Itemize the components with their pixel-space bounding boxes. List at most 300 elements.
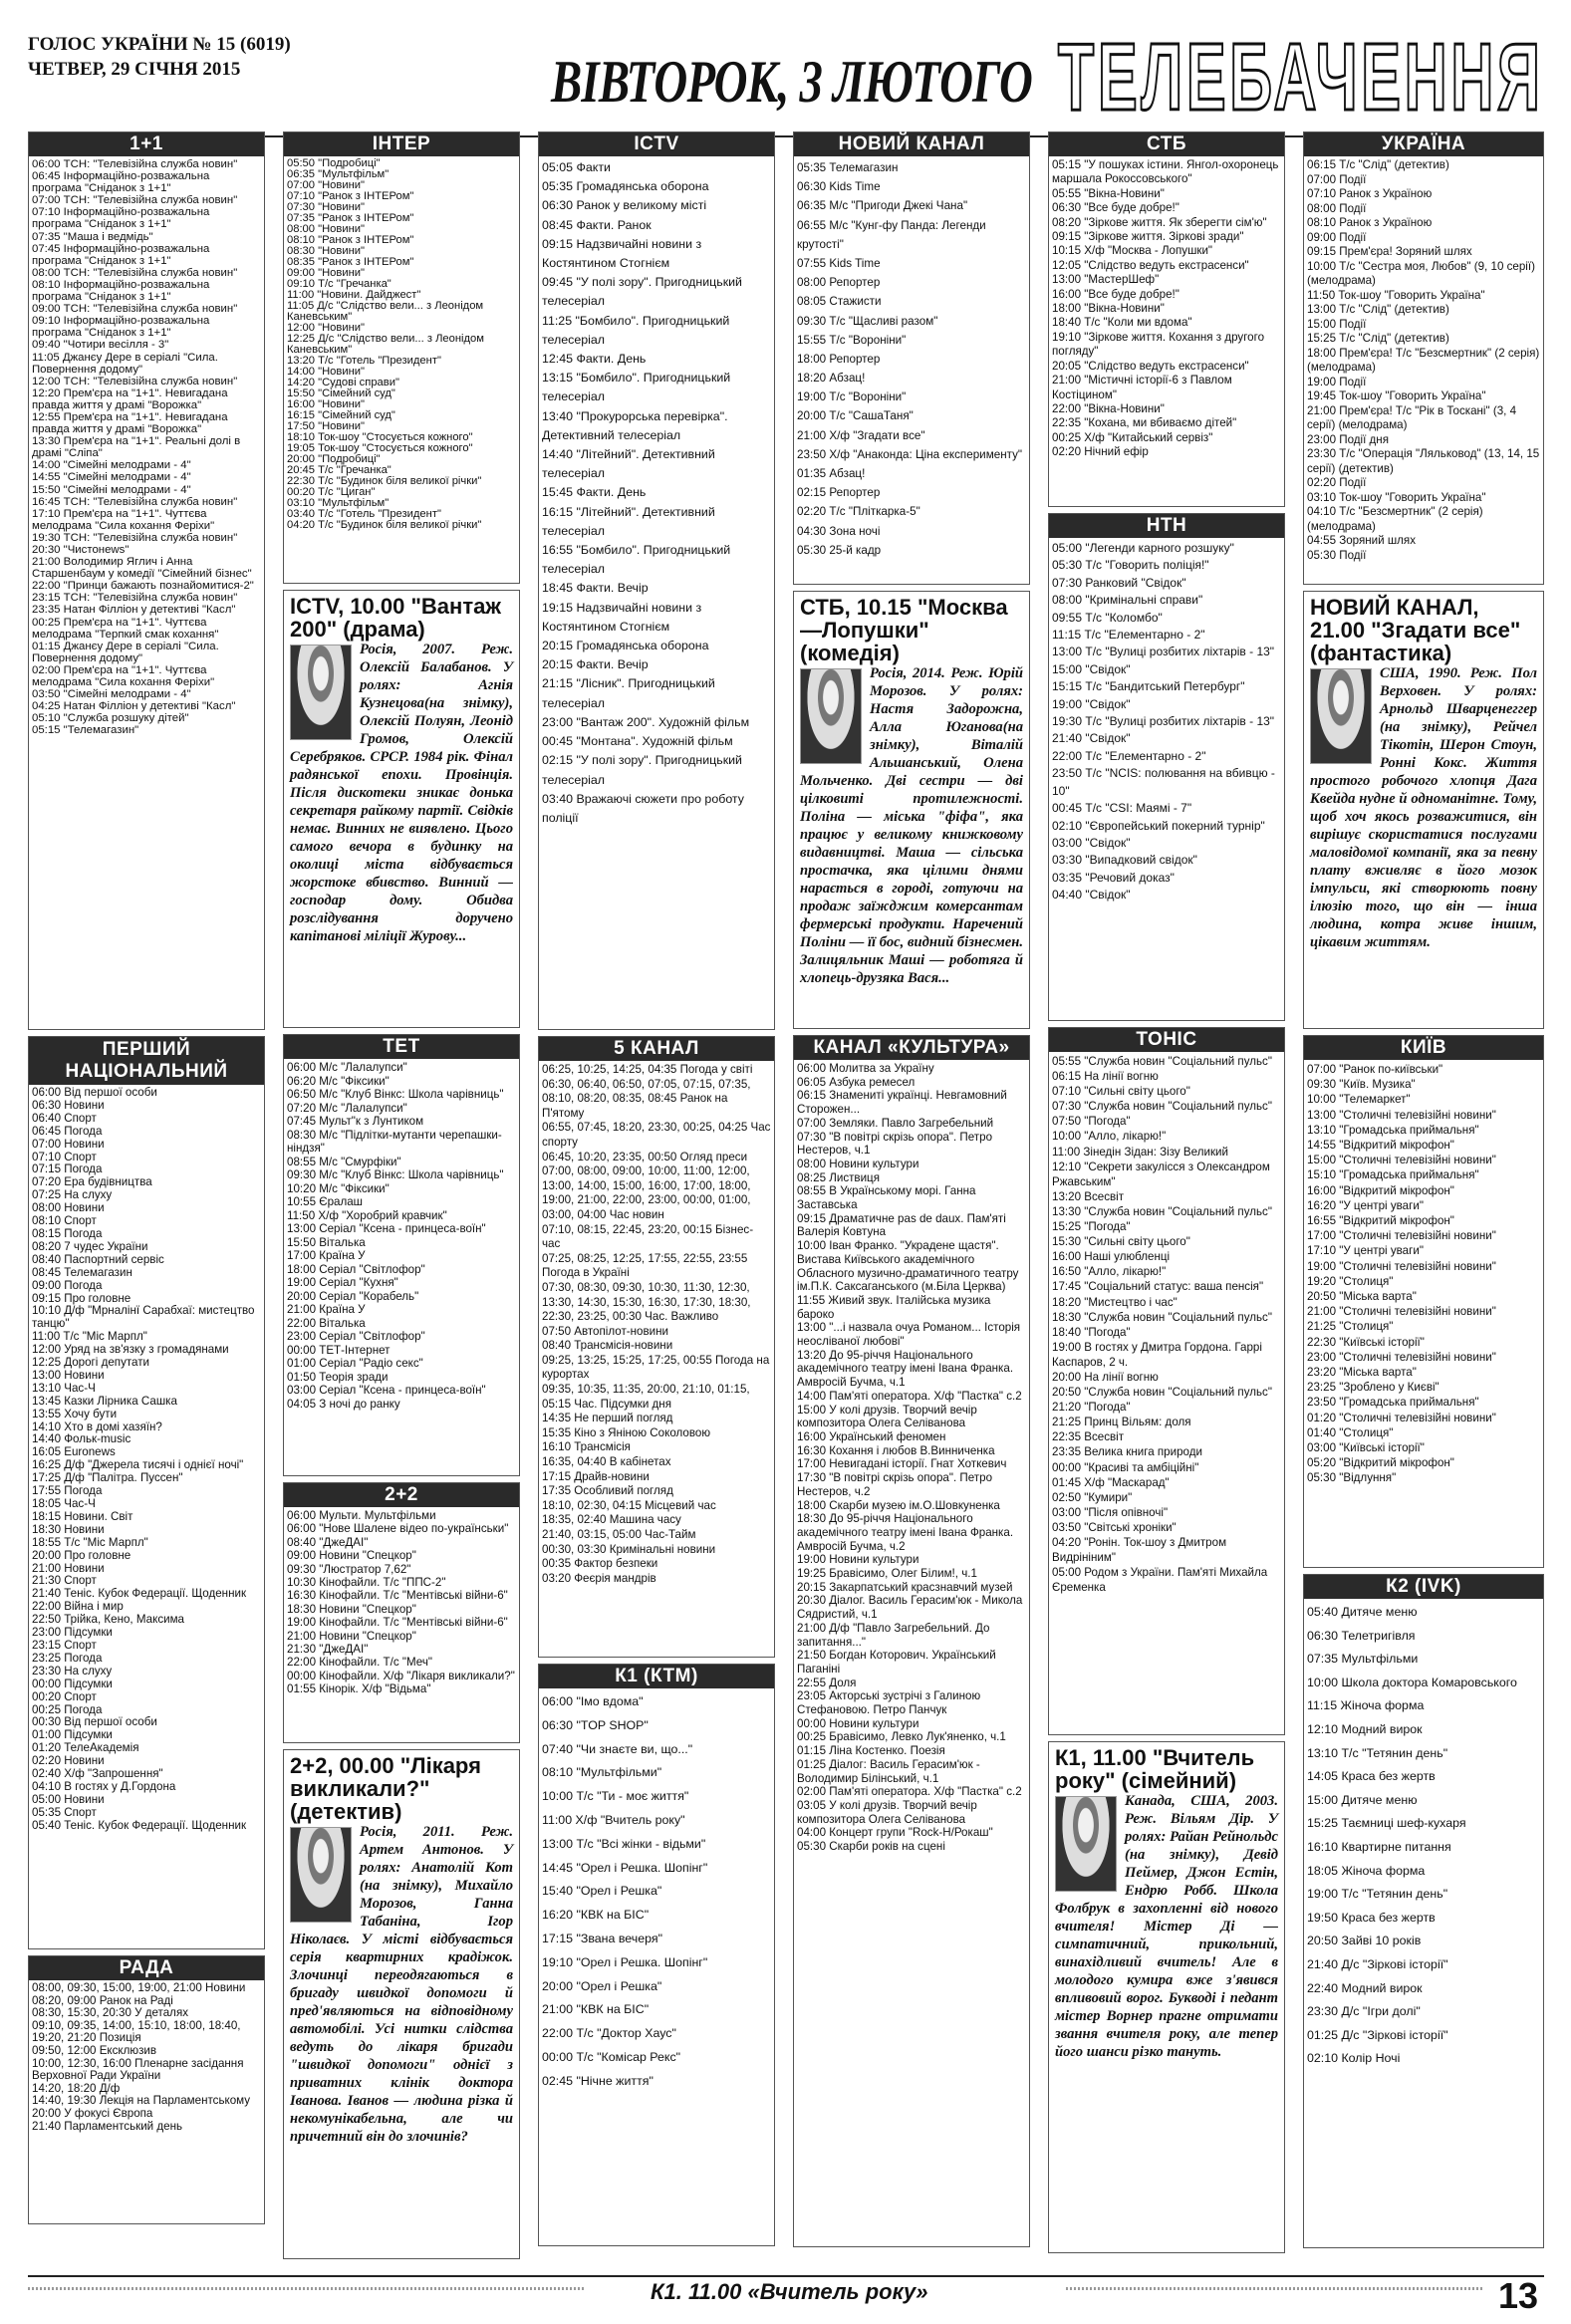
promo-title: СТБ, 10.15 "Москва—Лопушки" (комедія): [800, 595, 1008, 665]
actor-photo: [1055, 1796, 1117, 1892]
schedule-item: 06:30 "Все буде добре!": [1052, 201, 1179, 215]
schedule-item: 10:00, 12:30, 16:00 Пленарне засідання Верховної Ради України: [32, 2056, 244, 2083]
schedule-item: 12:25 Дорогі депутати: [32, 1356, 150, 1370]
schedule-item: 08:45 Факти. Ранок: [542, 217, 652, 232]
schedule-item: 21:40, 03:15, 05:00 Час-Тайм: [542, 1528, 696, 1541]
schedule-item: 08:10 "Мультфільми": [542, 1765, 662, 1780]
schedule-item: 19:05 Ток-шоу "Стосується кожного": [287, 442, 473, 454]
schedule-item: 08:10 "Ранок з ІНТЕРом": [287, 234, 414, 246]
schedule-item: 14:45 "Орел і Решка. Шопінг": [542, 1860, 708, 1875]
schedule-item: 07:00 "Новини": [287, 179, 365, 191]
schedule-item: 10:30 Кінофайли. Т/с "ППС-2": [287, 1576, 446, 1590]
schedule-item: 04:40 "Свідок": [1052, 888, 1131, 903]
schedule-item: 10:00 "Алло, лікарю!": [1052, 1130, 1167, 1144]
schedule-item: 05:40 Дитяче меню: [1307, 1605, 1418, 1619]
schedule-item: 03:30 "Випадковий свідок": [1052, 853, 1197, 868]
schedule-item: 07:50 "Погода": [1052, 1115, 1131, 1129]
schedule-item: 13:45 Казки Лірника Сашка: [32, 1394, 177, 1408]
schedule-item: 13:30 "Служба новин "Соціальний пульс": [1052, 1204, 1272, 1218]
schedule-item: 02:10 Колір Ночі: [1307, 2051, 1401, 2066]
schedule-item: 12:10 "Секрети закулісся з Олександром Ржавським": [1052, 1160, 1270, 1188]
schedule-item: 10:10 Д/ф "Мрналінї Сарабхаї: мистецтво танцю": [32, 1304, 255, 1331]
schedule-item: 23:00 "Вантаж 200". Художній фільм: [542, 714, 750, 729]
schedule-item: 08:30, 15:30, 20:30 У деталях: [32, 2006, 189, 2020]
schedule-item: 21:00 "Містичні історії-6 з Павлом Костіцином": [1052, 374, 1232, 401]
schedule-item: 07:00 "Ранок по-київськи": [1307, 1063, 1443, 1076]
promo-novyi: [1303, 591, 1544, 1029]
schedule-item: 17:15 Драйв-новини: [542, 1469, 650, 1483]
schedule-item: 18:30 "Служба новин "Соціальний пульс": [1052, 1310, 1272, 1324]
schedule-item: 14:20, 18:20 Д/ф: [32, 2081, 121, 2095]
schedule-item: 22:35 "Кохана, ми вбиваємо дітей": [1052, 416, 1237, 430]
schedule-item: 06:15 На лінії вогню: [1052, 1070, 1159, 1084]
schedule-item: 00:00 "Красиві та амбіційні": [1052, 1460, 1199, 1474]
schedule-item: 23:15 Спорт: [32, 1638, 97, 1652]
schedule-item: 08:35 "Ранок з ІНТЕРом": [287, 256, 414, 268]
schedule-item: 03:40 Вражаючі сюжети про роботу поліції: [542, 791, 744, 825]
schedule-item: 08:00 "Новини": [287, 223, 365, 235]
schedule-item: 20:00 Серіал "Корабель": [287, 1289, 419, 1303]
schedule-item: 16:20 "КВК на БІС": [542, 1908, 650, 1923]
schedule-item: 07:10 Інформаційно-розважальна програма "Сніданок з 1+1": [32, 206, 210, 231]
schedule-item: 16:30 Кохання і любов В.Винниченка: [797, 1443, 995, 1457]
schedule-item: 07:30, 08:30, 09:30, 10:30, 11:30, 12:30, 13:30, 14:30, 15:30, 16:30, 17:30, 18:30, 22:30, 23:25, 00:30 Час. Важливо: [542, 1280, 751, 1324]
schedule-item: 20:15 Закарпатський красзнавчий музей: [797, 1580, 1013, 1594]
schedule-item: 20:05 "Слідство ведуть екстрасенси": [1052, 359, 1249, 373]
schedule-item: 00:00 ТЕТ-Інтернет: [287, 1343, 391, 1357]
schedule-item: 15:35 Кіно з Яніною Соколовою: [542, 1425, 711, 1439]
channel-title: РАДА: [29, 1956, 264, 1980]
schedule-item: 16:00 Наші улюбленці: [1052, 1250, 1171, 1264]
schedule-item: 03:40 Т/с "Готель "Президент": [287, 508, 441, 520]
schedule-item: 20:00 "Орел і Решка": [542, 1978, 662, 1993]
schedule-item: 18:45 Факти. Вечір: [542, 581, 649, 596]
schedule-item: 14:20 "Судові справи": [287, 377, 399, 388]
schedule-item: 20:50 "Служба новин "Соціальний пульс": [1052, 1386, 1272, 1400]
schedule-item: 06:00 "Імо вдома": [542, 1694, 644, 1708]
schedule-item: 06:30 Ранок у великому місті: [542, 198, 707, 213]
schedule-item: 19:45 Ток-шоу "Говорить Україна": [1307, 389, 1486, 402]
schedule-item: 11:05 Джанєу Дере в серіалі "Сила. Повернення додому": [32, 351, 218, 376]
schedule-item: 16:45 ТСН: "Телевізійна служба новин": [32, 495, 238, 508]
schedule-item: 09:35, 10:35, 11:35, 20:00, 21:10, 01:15, 05:15 Час. Підсумки дня: [542, 1383, 750, 1411]
schedule-item: 05:35 Спорт: [32, 1805, 97, 1819]
schedule-item: 14:55 "Відкритий мікрофон": [1307, 1139, 1454, 1153]
schedule-item: 09:00 ТСН: "Телевізійна служба новин": [32, 303, 238, 316]
schedule-item: 15:40 "Орел і Решка": [542, 1884, 662, 1899]
schedule-item: 10:00 Іван Франко. "Украдене щастя". Вистава Київського академічного Обласного музично-драматичного театру ім.П.К. Саксаганського (м.Біла Церква): [797, 1239, 1019, 1294]
schedule-item: 18:00 Скарби музею ім.О.Шовкуненка: [797, 1498, 1000, 1512]
channel-title: 5 КАНАЛ: [539, 1037, 774, 1061]
schedule-item: 06:20 М/с "Фіксики": [287, 1074, 390, 1088]
channel-rada: [28, 1955, 265, 2224]
schedule-item: 00:00 Кінофайли. Х/ф "Лікаря викликали?": [287, 1669, 515, 1682]
schedule-item: 14:55 "Сімейні мелодрами - 4": [32, 471, 191, 484]
schedule-item: 21:25 "Столиця": [1307, 1320, 1394, 1334]
schedule-item: 15:00 У колі друзів. Творчий вечір композитора Олега Селіванова: [797, 1403, 977, 1430]
schedule-item: 16:00 "Все буде добре!": [1052, 287, 1179, 301]
schedule-item: 01:45 Х/ф "Маскарад": [1052, 1475, 1170, 1489]
schedule-item: 13:10 "Громадська приймальня": [1307, 1123, 1479, 1137]
schedule-item: 22:55 Доля: [797, 1676, 857, 1689]
schedule-item: 13:00 Т/с "Вулиці розбитих ліхтарів - 13": [1052, 645, 1275, 659]
schedule-item: 11:50 Ток-шоу "Говорить Україна": [1307, 288, 1485, 302]
channel-inter: [283, 131, 520, 584]
channel-novyi: [793, 131, 1030, 585]
schedule-item: 03:10 "Мультфільм": [287, 497, 390, 509]
schedule-item: 13:00 Серіал "Ксена - принцеса-воїн": [287, 1222, 486, 1235]
schedule-item: 06:45 Інформаційно-розважальна програма "Сніданок з 1+1": [32, 170, 210, 195]
schedule-item: 02:15 "У полі зору". Пригодницький телесеріал: [542, 753, 742, 787]
schedule-item: 07:30 "Служба новин "Соціальний пульс": [1052, 1100, 1272, 1114]
schedule-item: 16:00 "Новини": [287, 398, 365, 410]
schedule-item: 22:00 Т/с "Елементарно - 2": [1052, 748, 1206, 763]
schedule-item: 08:20 7 чудес України: [32, 1239, 148, 1253]
schedule-item: 12:00 ТСН: "Телевізійна служба новин": [32, 375, 238, 387]
schedule-item: 00:30, 03:30 Кримінальні новини: [542, 1542, 716, 1556]
schedule-item: 18:30 Новини "Спецкор": [287, 1602, 416, 1616]
schedule-item: 05:55 "Служба новин "Соціальний пульс": [1052, 1055, 1272, 1068]
schedule-item: 21:30 "ДжеДАІ": [287, 1643, 369, 1657]
schedule-item: 15:50 "Сімейні мелодрами - 4": [32, 483, 191, 496]
schedule-item: 07:35 "Ранок з ІНТЕРом": [287, 212, 414, 224]
schedule-item: 23:00 "Столичні телевізійні новини": [1307, 1350, 1496, 1364]
promo-text: Росія, 2014. Реж. Юрій Морозов. У ролях: Настя Задорожна, Алла Юганова(на знімку), Віталій Альшанський, Олена Мольченко. Дві сестри — дві цілковиті протилежності. Поліна — міська "фіфа", яка працює у великому книжковому видавництві. Маша — сільська простачка, яка цілими днями нарається в городі, готуючи на продаж заїжджим комерсантам фермерські продукти. Наречений Поліни — її бос, видний бізнесмен. Залицяльник Маші — роботяга й хлопець-друзяка Вася...: [800, 665, 1023, 986]
schedule-item: 06:30 Новини: [32, 1098, 105, 1112]
schedule-item: 22:30 "Київські історії": [1307, 1335, 1425, 1349]
schedule-item: 13:55 Хочу бути: [32, 1407, 118, 1420]
schedule-item: 09:10 Т/с "Гречанка": [287, 278, 392, 290]
schedule-item: 07:00 Події: [1307, 172, 1367, 186]
schedule-item: 18:40 "Погода": [1052, 1325, 1131, 1339]
schedule-item: 12:25 Д/с "Слідство вели... з Леонідом Каневським": [287, 333, 484, 356]
schedule-item: 06:40 Спорт: [32, 1111, 97, 1125]
schedule-item: 09:00 Новини "Спецкор": [287, 1549, 416, 1563]
schedule-item: 14:00 "Новини": [287, 366, 365, 378]
schedule-item: 20:45 Т/с "Гречанка": [287, 464, 392, 476]
promo-title: 2+2, 00.00 "Лікаря викликали?" (детектив): [290, 1753, 481, 1824]
schedule-item: 06:55 М/с "Кунг-фу Панда: Легенди крутості": [797, 218, 986, 251]
schedule-item: 01:55 Кінорік. Х/ф "Відьма": [287, 1682, 431, 1696]
schedule-item: 07:10 "Сильні світу цього": [1052, 1085, 1190, 1099]
schedule-item: 18:00 Репортер: [797, 352, 881, 366]
schedule-item: 15:25 Т/с "Слід" (детектив): [1307, 332, 1449, 345]
schedule-item: 22:00 Кінофайли. Т/с "Меч": [287, 1656, 433, 1670]
schedule-item: 00:20 Т/с "Циган": [287, 486, 376, 498]
schedule-item: 06:35 "Мультфільм": [287, 168, 390, 180]
schedule-item: 21:30 Спорт: [32, 1574, 97, 1588]
schedule-item: 20:30 "Чистонews": [32, 544, 130, 556]
schedule-item: 13:00 "МастерШеф": [1052, 273, 1160, 287]
schedule-item: 02:00 Прем'єра на "1+1". Чуттєва мелодрама "Сила кохання Феріхи": [32, 663, 215, 689]
schedule-item: 22:00 "Принци бажають познайомитися-2": [32, 580, 254, 593]
schedule-item: 07:50 Автопілот-новини: [542, 1324, 668, 1338]
schedule-item: 13:40 "Прокурорська перевірка". Детективний телесеріал: [542, 408, 728, 442]
schedule-item: 19:00 "Свідок": [1052, 696, 1131, 711]
schedule-item: 12:05 "Слідство ведуть екстрасенси": [1052, 258, 1249, 272]
schedule-item: 08:00 Новини культури: [797, 1157, 919, 1170]
schedule-item: 16:30 Кінофайли. Т/с "Ментівські війни-6": [287, 1589, 508, 1603]
schedule-item: 11:15 Т/с "Елементарно - 2": [1052, 628, 1205, 643]
schedule-item: 09:45 "У полі зору". Пригодницький телесеріал: [542, 275, 742, 309]
schedule-item: 07:30 Ранковий "Свідок": [1052, 575, 1186, 590]
schedule-item: 04:00 Концерт групи "Rock-Н/Рокаш": [797, 1826, 993, 1840]
schedule-item: 07:40 "Чи знаєте ви, що...": [542, 1741, 693, 1756]
schedule-item: 10:15 Х/ф "Москва - Лопушки": [1052, 244, 1213, 258]
channel-title: КИЇВ: [1304, 1036, 1543, 1060]
schedule-item: 13:15 "Бомбило". Пригодницький телесеріал: [542, 371, 731, 404]
schedule-item: 00:00 Новини культури: [797, 1716, 919, 1730]
schedule-item: 23:35 Велика книга природи: [1052, 1445, 1202, 1459]
schedule-item: 05:35 Громадянська оборона: [542, 179, 709, 194]
schedule-item: 21:40 Парламентський день: [32, 2119, 183, 2133]
schedule-item: 17:35 Особливий погляд: [542, 1484, 673, 1498]
schedule-item: 17:55 Погода: [32, 1484, 103, 1498]
schedule-item: 16:10 Квартирне питання: [1307, 1839, 1451, 1854]
channel-title: КАНАЛ «КУЛЬТУРА»: [794, 1036, 1029, 1060]
schedule-item: 07:10, 08:15, 22:45, 23:20, 00:15 Бізнес-час: [542, 1222, 754, 1251]
schedule-item: 20:00 "Подробиці": [287, 453, 381, 465]
schedule-item: 11:00 Т/с "Міс Марпл": [32, 1330, 147, 1344]
channel-kultura: [793, 1035, 1030, 2247]
schedule-item: 19:00 Кінофайли. Т/с "Ментівські війни-6": [287, 1616, 508, 1630]
schedule-list: [1304, 1060, 1543, 1488]
channel-kyiv: [1303, 1035, 1544, 1568]
schedule-item: 09:00 Події: [1307, 230, 1367, 244]
schedule-item: 21:20 "Погода": [1052, 1401, 1131, 1415]
schedule-item: 15:00 "Свідок": [1052, 661, 1131, 676]
schedule-item: 21:00 Країна У: [287, 1303, 366, 1316]
schedule-item: 12:55 Прем'єра на "1+1". Невигадана правда життя у драмі "Ворожка": [32, 410, 228, 436]
schedule-item: 01:25 Д/с "Зіркові історії": [1307, 2027, 1448, 2042]
schedule-item: 08:00 ТСН: "Телевізійна служба новин": [32, 266, 238, 279]
page-footer: [28, 2275, 1544, 2316]
schedule-item: 15:55 Т/с "Вороніни": [797, 333, 907, 347]
schedule-item: 18:30 Новини: [32, 1522, 105, 1536]
schedule-item: 07:15 Погода: [32, 1162, 103, 1176]
promo-text: США, 1990. Реж. Пол Верховен. У ролях: Арнольд Шварценеггер (на знімку), Рейчел Тікотін, Шерон Стоун, Ронні Кокс. Життя простого робочого хлопця Дага Квейда нудне й одноманітне. Тому, щоб хоч якось розважитися, він вирішує скористатися послугами маловідомої компанії, яка за певну плату вживляє в його мозок імпульси, які створюють повну ілюзію того, що він — інша людина, котра живе іншим, цікавим життям.: [1310, 665, 1537, 950]
schedule-item: 22:00 Т/с "Доктор Хаус": [542, 2026, 676, 2041]
schedule-item: 12:00 "Новини": [287, 322, 365, 334]
schedule-item: 06:00 "Нове Шалене відео по-українськи": [287, 1522, 509, 1536]
schedule-item: 09:00 "Новини": [287, 267, 365, 279]
schedule-item: 14:40, 19:30 Лекція на Парламентському: [32, 2094, 251, 2108]
schedule-item: 05:05 Факти: [542, 160, 611, 174]
schedule-item: 15:00 "Столичні телевізійні новини": [1307, 1154, 1496, 1167]
channel-tet: [283, 1034, 520, 1476]
schedule-item: 23:30 На слуху: [32, 1664, 113, 1678]
schedule-item: 06:50 М/с "Клуб Вінкс: Школа чарівниць": [287, 1088, 504, 1101]
schedule-item: 15:00 Події: [1307, 317, 1367, 331]
schedule-item: 23:50 Х/ф "Анаконда: Ціна експерименту": [797, 447, 1023, 461]
schedule-item: 01:00 Підсумки: [32, 1728, 113, 1742]
schedule-item: 23:25 Погода: [32, 1651, 103, 1665]
masthead: [28, 32, 291, 82]
schedule-item: 13:20 Всесвіт: [1052, 1189, 1125, 1203]
promo-text: Росія, 2011. Реж. Артем Антонов. У ролях: Анатолій Кот (на знімку), Михайло Морозов, Ганна Табаніна, Ігор Ніколаєв. У місті відбувається серія квартирних крадіжок. Злочинці переодягаються в бригаду швидкої допомоги й пред'являються на відповідному автомобілі. Усі нитки слідства ведуть до лікаря бригади "швидкої допомоги" однієї з приватних клінік доктора Іванова. Іванов — людина різка й некомунікабельна, але чи причетний він до злочинів?: [290, 1824, 513, 2145]
schedule-item: 23:00 Серіал "Світлофор": [287, 1330, 425, 1343]
channel-title: ІНТЕР: [284, 132, 519, 156]
schedule-item: 20:00 У фокусі Європа: [32, 2106, 153, 2120]
schedule-item: 06:30 Телетригівля: [1307, 1628, 1416, 1643]
schedule-item: 19:10 "Зіркове життя. Кохання з другого погляду": [1052, 330, 1265, 359]
schedule-item: 07:45 Інформаційно-розважальна програма "Сніданок з 1+1": [32, 242, 210, 267]
promo-2plus2: [283, 1749, 520, 2259]
schedule-item: 05:15 "У пошуках істини. Янгол-охоронець маршала Рокоссовського": [1052, 158, 1279, 186]
schedule-item: 09:30 М/с "Клуб Вінкс: Школа чарівниць": [287, 1168, 504, 1181]
schedule-list: [794, 156, 1029, 562]
schedule-item: 21:40 Теніс. Кубок Федерації. Щоденник: [32, 1587, 247, 1601]
schedule-item: 02:20 Новини: [32, 1754, 105, 1768]
schedule-item: 08:40 Трансмісія-новини: [542, 1339, 673, 1353]
schedule-item: 08:25 Листвиця: [797, 1170, 880, 1184]
schedule-item: 19:20 "Столиця": [1307, 1274, 1394, 1288]
schedule-item: 16:15 "Сімейний суд": [287, 409, 395, 421]
issue-date: ЧЕТВЕР, 29 СІЧНЯ 2015: [28, 59, 241, 80]
schedule-item: 13:10 Т/с "Тетянин день": [1307, 1745, 1448, 1760]
schedule-item: 08:00 Новини: [32, 1201, 105, 1215]
schedule-item: 07:30 "Новини": [287, 201, 365, 213]
schedule-item: 03:35 "Речовий доказ": [1052, 870, 1175, 885]
schedule-item: 07:10 Ранок з Україною: [1307, 187, 1433, 200]
schedule-list: [1049, 156, 1284, 462]
schedule-item: 05:20 "Відкритий мікрофон": [1307, 1456, 1454, 1470]
schedule-item: 16:20 "У центрі уваги": [1307, 1198, 1424, 1212]
schedule-item: 07:20 М/с "Лалалупси": [287, 1101, 407, 1115]
schedule-item: 05:15 "Телемагазин": [32, 724, 139, 737]
schedule-item: 07:35 Мультфільми: [1307, 1652, 1419, 1667]
channel-1plus1: [28, 131, 265, 1030]
schedule-item: 17:00 "Столичні телевізійні новини": [1307, 1229, 1496, 1243]
schedule-item: 19:00 Події: [1307, 375, 1367, 388]
schedule-list: [539, 1688, 774, 2096]
schedule-item: 01:50 Теорія зради: [287, 1370, 389, 1384]
schedule-list: [794, 1060, 1029, 1856]
schedule-item: 23:00 Підсумки: [32, 1626, 113, 1640]
schedule-item: 08:15 Погода: [32, 1226, 103, 1240]
schedule-item: 19:00 Новини культури: [797, 1553, 919, 1567]
channel-ictv: [538, 131, 775, 1030]
actor-photo: [800, 668, 862, 764]
schedule-list: [29, 1085, 264, 1835]
footer-rule: [28, 2287, 586, 2290]
schedule-item: 09:00 Погода: [32, 1278, 103, 1292]
schedule-item: 05:00 Родом з України. Пам'яті Михайла Єременка: [1052, 1566, 1268, 1595]
schedule-item: 11:50 Х/ф "Хоробрий кравчик": [287, 1208, 447, 1222]
channel-title: НОВИЙ КАНАЛ: [794, 132, 1029, 156]
schedule-item: 22:50 Трійка, Кено, Максима: [32, 1613, 185, 1627]
schedule-item: 13:00 "Столичні телевізійні новини": [1307, 1108, 1496, 1122]
schedule-item: 21:50 Богдан Которович. Український Паганіні: [797, 1649, 996, 1676]
schedule-item: 09:30 Т/с "Щасливі разом": [797, 314, 938, 328]
schedule-item: 15:10 "Громадська приймальня": [1307, 1168, 1479, 1182]
channel-title: ПЕРШИЙ НАЦІОНАЛЬНИЙ: [29, 1037, 264, 1085]
schedule-item: 19:00 "Столичні телевізійні новини": [1307, 1259, 1496, 1273]
schedule-item: 11:55 Живий звук. Італійська музика бароко: [797, 1293, 991, 1321]
schedule-item: 15:50 "Сімейний суд": [287, 387, 395, 399]
schedule-item: 02:15 Репортер: [797, 486, 881, 500]
schedule-item: 20:50 Зайві 10 років: [1307, 1934, 1422, 1948]
schedule-item: 14:40 "Літейний". Детективний телесеріал: [542, 447, 715, 481]
schedule-item: 19:00 В гостях у Дмитра Гордона. Гаррі Каспаров, 2 ч.: [1052, 1340, 1262, 1369]
schedule-item: 00:25 Бравісимо, Левко Лук'яненко, ч.1: [797, 1730, 1006, 1744]
schedule-item: 12:20 Прем'єра на "1+1". Невигадана правда життя у драмі "Ворожка": [32, 387, 228, 411]
schedule-item: 09:55 Т/с "Коломбо": [1052, 610, 1163, 625]
schedule-item: 09:15 Надзвичайні новини з Костянтином Стогнієм: [542, 236, 702, 271]
schedule-item: 16:05 Euronews: [32, 1445, 116, 1459]
schedule-item: 00:30 Від першої особи: [32, 1715, 157, 1729]
schedule-item: 18:15 Новини. Світ: [32, 1509, 133, 1523]
schedule-list: [284, 156, 519, 533]
schedule-item: 19:30 Т/с "Вулиці розбитих ліхтарів - 13": [1052, 714, 1275, 729]
schedule-item: 05:30 Події: [1307, 548, 1367, 562]
schedule-item: 08:05 Стажисти: [797, 295, 882, 309]
schedule-item: 06:45, 10:20, 23:35, 00:50 Огляд преси: [542, 1150, 748, 1163]
schedule-item: 17:00 Країна У: [287, 1249, 366, 1262]
schedule-item: 07:35 "Маша і ведмідь": [32, 230, 153, 243]
schedule-item: 08:55 В Українському морі. Ганна Заставська: [797, 1184, 976, 1212]
day-heading: ВІВТОРОК, 3 ЛЮТОГО: [551, 49, 1033, 115]
schedule-item: 18:05 Час-Ч: [32, 1497, 96, 1510]
schedule-item: 05:10 "Служба розшуку дітей": [32, 712, 189, 725]
schedule-item: 11:15 Жіноча форма: [1307, 1698, 1425, 1713]
schedule-item: 06:15 Знамениті українці. Невгамовний Сторожен...: [797, 1089, 1007, 1117]
schedule-item: 15:50 Віталька: [287, 1235, 366, 1249]
channel-title: К1 (КТМ): [539, 1665, 774, 1688]
schedule-item: 09:15 Про головне: [32, 1291, 131, 1305]
schedule-item: 23:30 Д/с "Ігри долі": [1307, 2004, 1421, 2019]
schedule-item: 15:30 "Сильні світу цього": [1052, 1235, 1190, 1249]
schedule-item: 16:50 "Алло, лікарю!": [1052, 1265, 1167, 1279]
channel-title: НТН: [1049, 514, 1284, 538]
schedule-item: 18:35, 02:40 Машина часу: [542, 1513, 681, 1527]
schedule-item: 02:45 "Нічне життя": [542, 2073, 654, 2088]
schedule-item: 18:00 Прем'єра! Т/с "Безсмертник" (2 серія) (мелодрама): [1307, 346, 1540, 374]
schedule-list: [1304, 156, 1543, 565]
footer-rule: [1066, 2287, 1484, 2290]
schedule-item: 08:00 Події: [1307, 201, 1367, 215]
schedule-item: 18:00 Серіал "Світлофор": [287, 1262, 425, 1276]
schedule-item: 07:20 Ера будівництва: [32, 1175, 152, 1189]
schedule-item: 01:15 Джанєу Дере в серіалі "Сила. Повернення додому": [32, 640, 219, 664]
schedule-item: 14:10 Хто в домі хазяїн?: [32, 1420, 162, 1433]
promo-text: Росія, 2007. Реж. Олексій Балабанов. У ролях: Агнія Кузнецова(на знімку), Олексій Полуян, Леонід Громов, Олексій Серебряков. СРСР. 1984 рік. Фінал радянської епохи. Провінція. Після дискотеки зникає донька секретаря райкому партії. Свідків немає. Винних не виявлено. Цього самого вечора в будинку на околиці міста відбувається жорстоке вбивство. Винний — господар дому. Обидва розслідування доручено капітанові міліції Журову...: [290, 642, 513, 944]
page-header: [28, 24, 1544, 137]
schedule-item: 06:35 М/с "Пригоди Джекі Чана": [797, 199, 968, 213]
schedule-item: 21:00 Д/ф "Павло Загребельний. До запитання...": [797, 1621, 990, 1649]
schedule-item: 19:10 "Орел і Решка. Шопінг": [542, 1954, 708, 1969]
schedule-item: 06:00 Мульти. Мультфільми: [287, 1509, 436, 1522]
schedule-item: 12:10 Модний вирок: [1307, 1721, 1423, 1736]
channel-title: ТЕТ: [284, 1035, 519, 1059]
schedule-item: 18:40 Т/с "Коли ми вдома": [1052, 316, 1192, 330]
schedule-item: 02:00 Пам'яті оператора. Х/ф "Пастка" с.2: [797, 1785, 1022, 1799]
schedule-item: 01:00 Серіал "Радіо секс": [287, 1357, 423, 1370]
schedule-item: 08:10 Ранок з Україною: [1307, 216, 1433, 229]
schedule-item: 16:55 "Відкритий мікрофон": [1307, 1214, 1454, 1228]
schedule-item: 09:50, 12:00 Ексклюзив: [32, 2043, 157, 2057]
schedule-item: 09:30 "Люстратор 7,62": [287, 1562, 411, 1576]
schedule-item: 03:05 У колі друзів. Творчий вечір композитора Олега Селіванова: [797, 1798, 977, 1826]
schedule-item: 09:25, 13:25, 15:25, 17:25, 00:55 Погода на курортах: [542, 1353, 770, 1382]
schedule-list: [29, 156, 264, 739]
schedule-item: 17:25 Д/ф "Палітра. Пуссен": [32, 1471, 183, 1485]
schedule-item: 09:10 Інформаційно-розважальна програма "Сніданок з 1+1": [32, 315, 210, 340]
schedule-list: [284, 1059, 519, 1413]
channel-stb: [1048, 131, 1285, 507]
schedule-item: 02:40 Х/ф "Запрошення": [32, 1767, 163, 1781]
schedule-item: 08:45 Телемагазин: [32, 1265, 132, 1279]
